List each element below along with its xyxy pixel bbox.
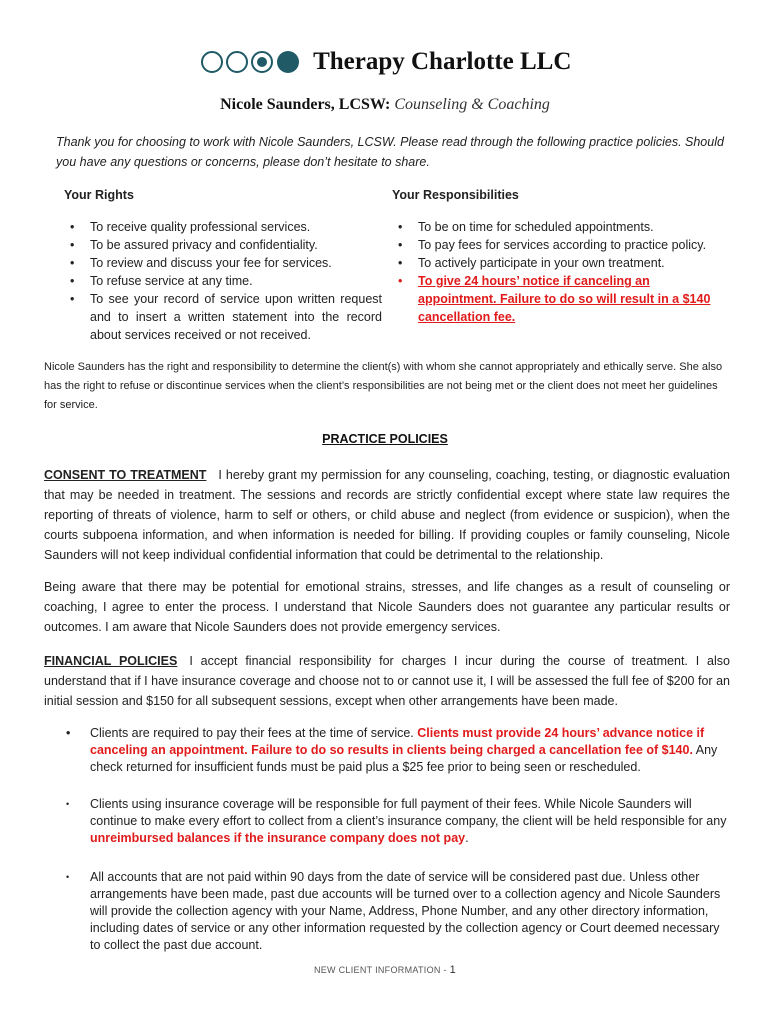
list-item: • To be on time for scheduled appointments. — [398, 220, 654, 234]
list-item: • To review and discuss your fee for services. — [70, 256, 332, 270]
list-item: • To give 24 hours’ notice if canceling an appointment. Failure to do so will result in a $140 cancellation fee. — [398, 274, 711, 324]
practice-policies-title: PRACTICE POLICIES — [322, 432, 448, 446]
page-footer — [0, 964, 770, 976]
clinician-subtitle — [0, 96, 770, 114]
intro-text: Thank you for choosing to work with Nicole Saunders, LCSW. Please read through the following practice policies. Should you have any questions or concerns, please don’t hesitate to share. — [56, 135, 724, 169]
rights-column — [64, 188, 382, 344]
list-item: • To see your record of service upon written request and to insert a written statement into the record about services received or not received. — [70, 292, 382, 342]
tagline: Counseling & Coaching — [394, 96, 550, 113]
financial-bullets — [44, 725, 728, 954]
list-item: • To refuse service at any time. — [70, 274, 253, 288]
company-name: Therapy Charlotte LLC — [313, 48, 572, 75]
letterhead — [0, 48, 770, 76]
logo-circles-icon — [199, 49, 303, 75]
cancellation-notice: To give 24 hours’ notice if canceling an appointment. Failure to do so will result in a $140 cancellation fee. — [418, 274, 711, 324]
list-item: • To receive quality professional services. — [70, 220, 311, 234]
financial-heading: FINANCIAL POLICIES — [44, 654, 178, 668]
rights-list — [64, 218, 382, 344]
list-item: • All accounts that are not paid within 90 days from the date of service will be considered past due. Unless other arrangements have been made, past due accounts will be turned over to a collection agency and Nicole Saunders will provide the collection agency with your Name, Address, Phone Number, and any other directory information, including dates of service or any other information requested by the collection agency or Court deemed necessary to collect the past due account. — [66, 870, 721, 952]
rights-heading: Your Rights — [64, 188, 134, 202]
consent-heading: CONSENT TO TREATMENT — [44, 468, 207, 482]
financial-paragraph: FINANCIAL POLICIES I accept financial responsibility for charges I incur during the course of treatment. I also understand that if I have insurance coverage and choose not to or cannot use it, I will be assessed the full fee of $200 for an initial session and $150 for all subsequent sessions, except when other arrangements have been made. — [44, 654, 730, 708]
responsibilities-column — [392, 188, 722, 326]
consent-paragraph: CONSENT TO TREATMENT I hereby grant my permission for any counseling, coaching, testing, or diagnostic evaluation that may be needed in treatment. The sessions and records are strictly confidential except where state law requires the reporting of threats of violence, harm to self or others, or child abuse and neglect (from evidence or suspicion), when the courts subpoena information, and when information is needed for billing. If providing couples or family counseling, Nicole Saunders will not keep individual confidential information that could be detrimental to the relationship. — [44, 468, 731, 562]
clinician-name: Nicole Saunders, LCSW: — [220, 96, 391, 113]
responsibilities-list — [392, 218, 722, 326]
list-item: • Clients using insurance coverage will be responsible for full payment of their fees. While Nicole Saunders will continue to make every effort to collect from a client’s insurance company, the client will be held responsible for any unreimbursed balances if the insurance company does not pay. — [66, 797, 727, 845]
awareness-paragraph: Being aware that there may be potential for emotional strains, stresses, and life changes as a result of counseling or coaching, I agree to enter the process. I understand that Nicole Saunders does not guarantee any particular results or outcomes. I am aware that Nicole Saunders does not provide emergency services. — [44, 580, 730, 634]
list-item: • Clients are required to pay their fees at the time of service. Clients must provide 24 hours’ advance notice if canceling an appointment. Failure to do so results in clients being charged a cancellation fee of $140. Any check returned for insufficient funds must be paid plus a $25 fee prior to being seen or rescheduled. — [66, 726, 718, 774]
rights-note: Nicole Saunders has the right and responsibility to determine the client(s) with whom she cannot appropriately and ethically serve. She also has the right to refuse or discontinue services when the client’s responsibilities are not being met or the client does not meet her guidelines for service. — [44, 361, 723, 411]
list-item: • To pay fees for services according to practice policy. — [398, 238, 707, 252]
footer-label: NEW CLIENT INFORMATION - — [313, 965, 447, 975]
page-number: 1 — [449, 964, 457, 976]
list-item: • To actively participate in your own treatment. — [398, 256, 665, 270]
responsibilities-heading: Your Responsibilities — [392, 188, 519, 202]
list-item: • To be assured privacy and confidentiality. — [70, 238, 318, 252]
